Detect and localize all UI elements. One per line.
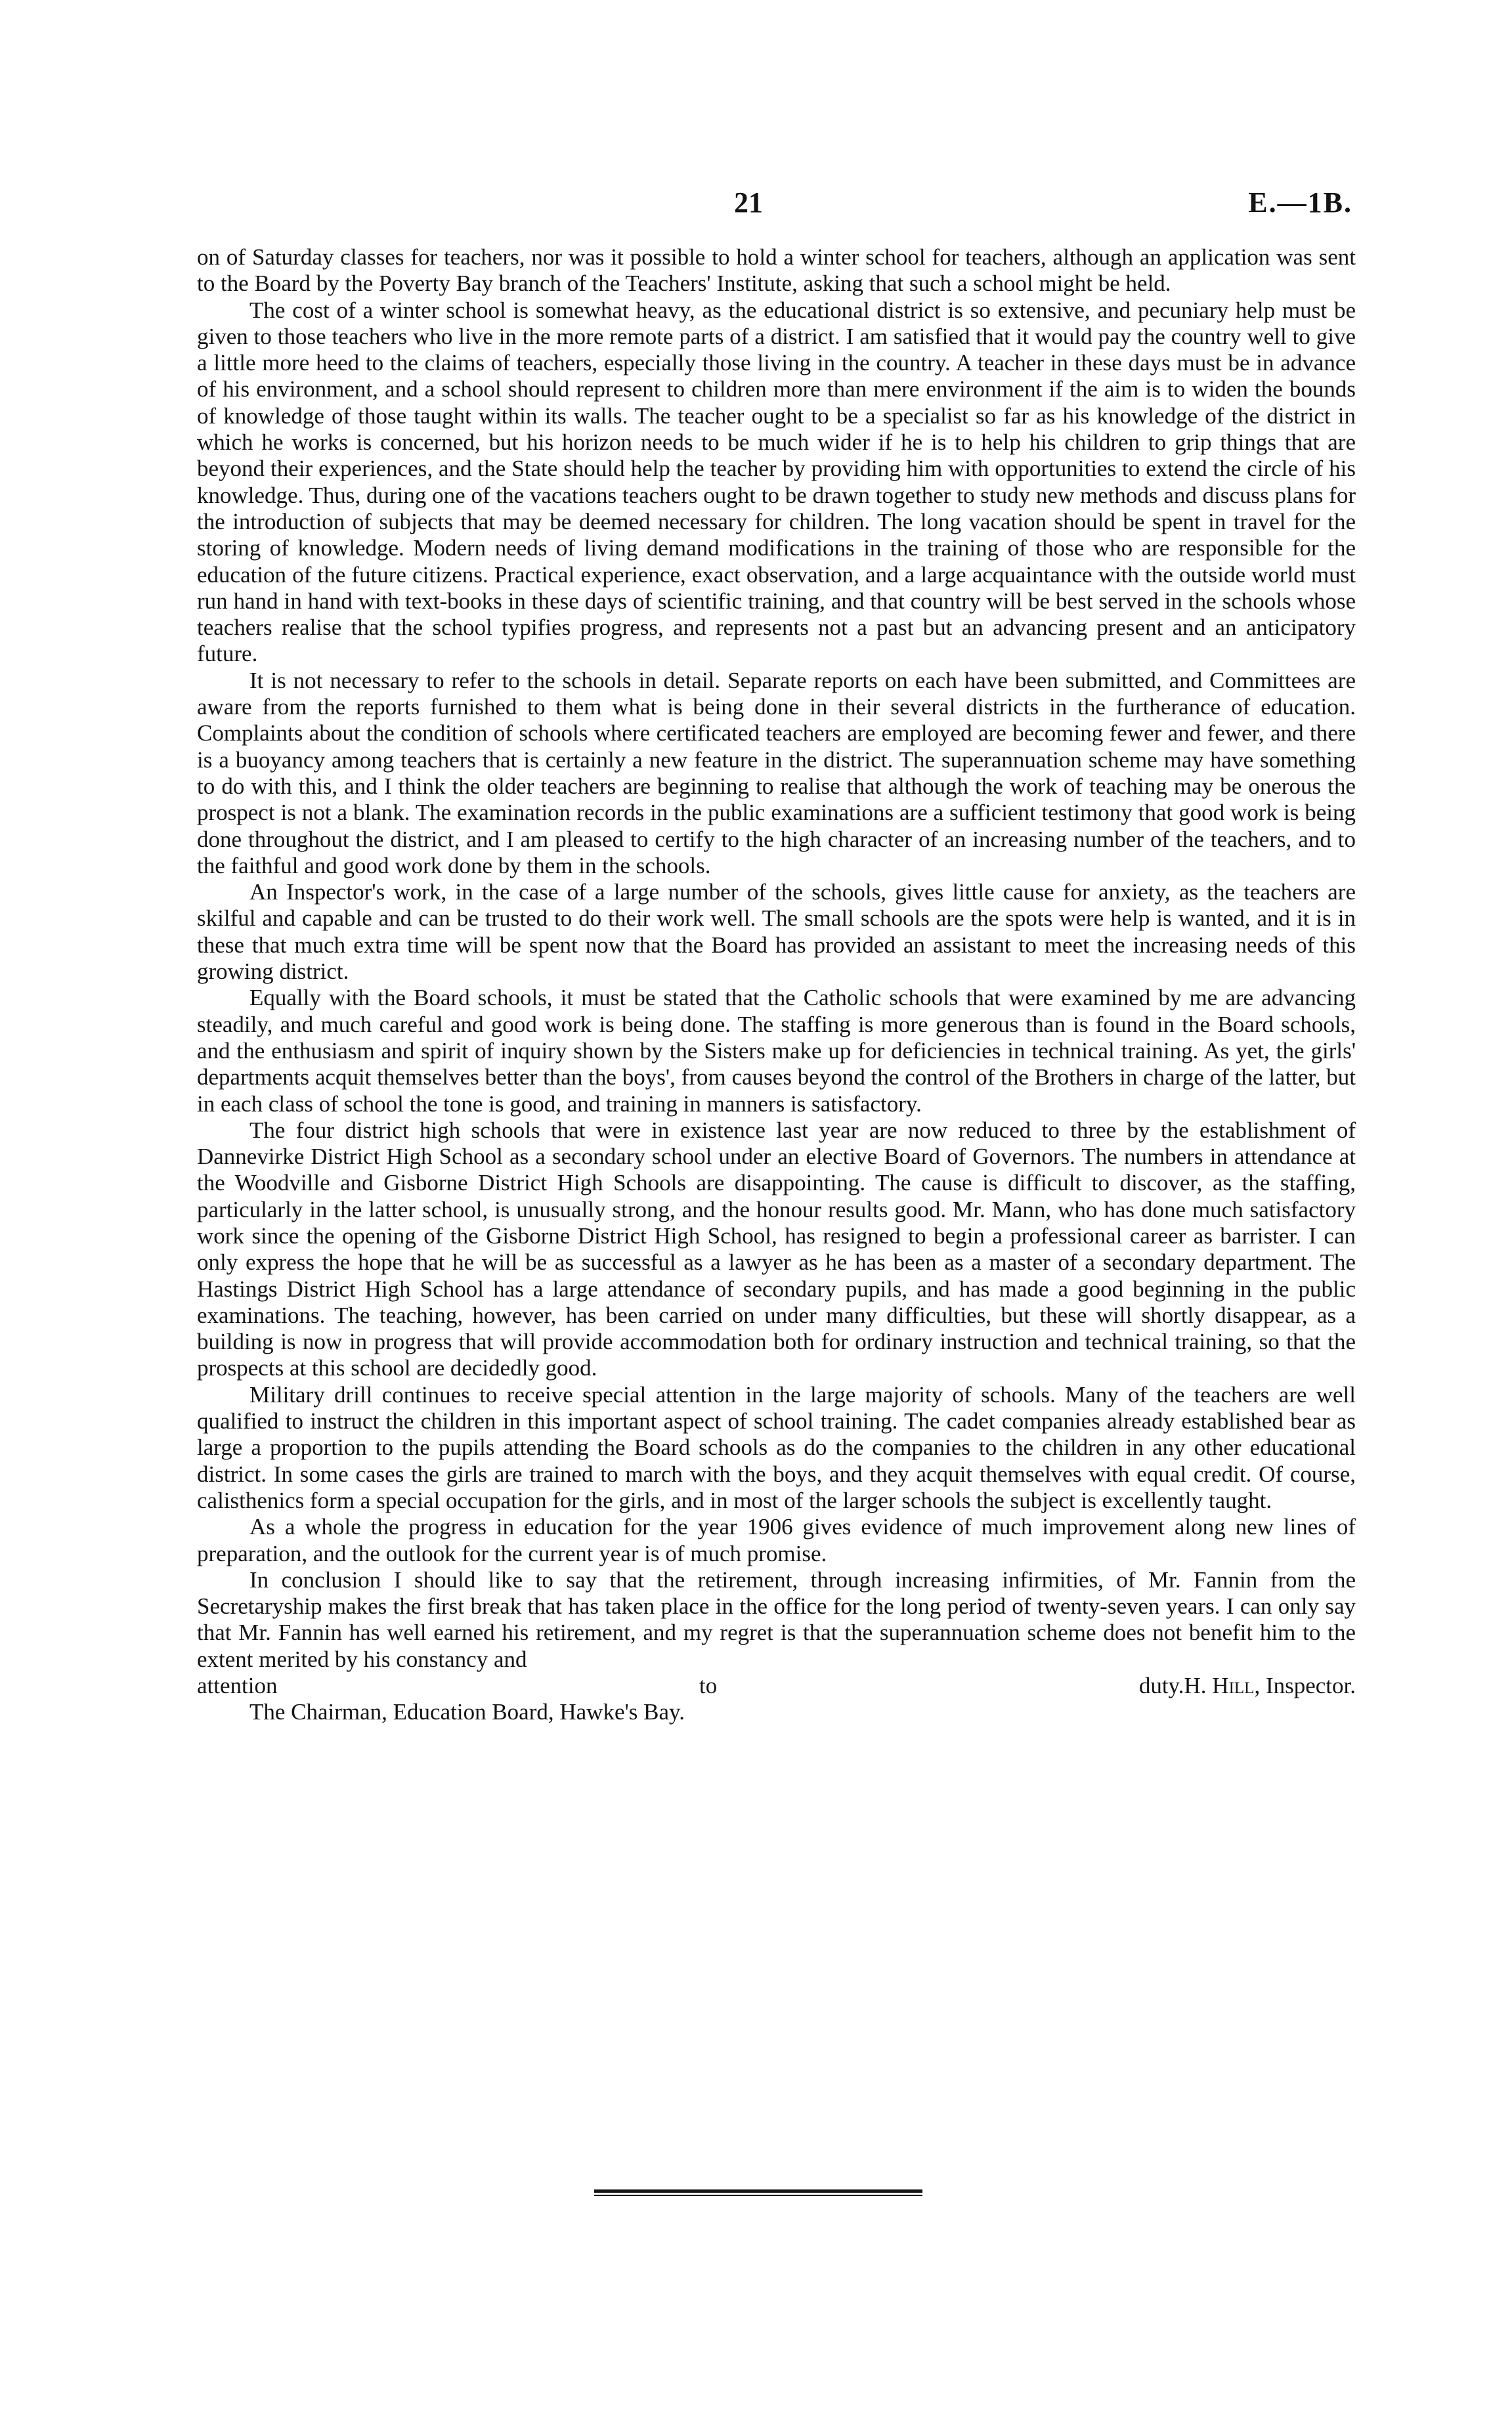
page-number: 21 bbox=[734, 186, 763, 219]
paragraph-inspector-work: An Inspector's work, in the case of a large number of the schools, gives little cause for anxiety, as the teachers are skilful and capable and can be trusted to do their work well. The small schools are the spots were help is wanted, and it is in these that much extra time will be spent now that the Board has provided an assistant to meet the increasing needs of this growing district. bbox=[197, 879, 1356, 985]
paragraph-military-drill: Military drill continues to receive special attention in the large majority of schools. Many of the teachers are well qualified to instruct the children in this important aspect of school training. The cadet companies already established bear as large a proportion to the pupils attending the Board schools as do the companies to the children in any other educational district. In some cases the girls are trained to march with the boys, and they acquit themselves with equal credit. Of course, calisthenics form a special occupation for the girls, and in most of the larger schools the subject is excellently taught. bbox=[197, 1381, 1356, 1513]
paragraph-district-high-schools: The four district high schools that were in existence last year are now reduced to three by the establishment of Dannevirke District High School as a secondary school under an elective Board of Governors. The numbers in attendance at the Woodville and Gisborne District High Schools are disappointing. The cause is difficult to discover, as the staffing, particularly in the latter school, is unusually strong, and the honour results good. Mr. Mann, who has done much satisfactory work since the opening of the Gisborne District High School, has resigned to begin a professional career as barrister. I can only express the hope that he will be as successful as a lawyer as he has been as a master of a secondary department. The Hastings District High School has a large attendance of secondary pupils, and has made a good beginning in the public examinations. The teaching, however, has been carried on under many difficulties, but these will shortly disappear, as a building is now in progress that will provide accommodation both for ordinary instruction and technical training, so that the prospects at this school are decidedly good. bbox=[197, 1117, 1356, 1381]
signature bbox=[1184, 1673, 1356, 1699]
addressee: The Chairman, Education Board, Hawke's Bay. bbox=[249, 1699, 685, 1725]
paragraph-continuation: on of Saturday classes for teachers, nor was it possible to hold a winter school for teachers, although an application was sent to the Board by the Poverty Bay branch of the Teachers' Institute, asking that such a school might be held. bbox=[197, 244, 1356, 297]
series-reference: E.—1B. bbox=[1248, 186, 1352, 219]
signature-line bbox=[197, 1673, 1356, 1699]
paragraph-schools: It is not necessary to refer to the schools in detail. Separate reports on each have been submitted, and Committees are aware from the reports furnished to them what is being done in their several districts in the furtherance of education. Complaints about the condition of schools where certificated teachers are employed are becoming fewer and fewer, and there is a buoyancy among teachers that is certainly a new feature in the district. The superannuation scheme may have something to do with this, and I think the older teachers are beginning to realise that although the work of teaching may be onerous the prospect is not a blank. The examination records in the public examinations are a sufficient testimony that good work is being done throughout the district, and I am pleased to certify to the high character of an increasing number of the teachers, and to the faithful and good work done by them in the schools. bbox=[197, 667, 1356, 878]
signature-name: H. Hill, bbox=[1184, 1673, 1261, 1699]
paragraph-winter-school: The cost of a winter school is somewhat heavy, as the educational district is so extensive, and pecuniary help must be given to those teachers who live in the more remote parts of a district. I am satisfied that it would pay the country well to give a little more heed to the claims of teachers, especially those living in the country. A teacher in these days must be in advance of his environment, and a school should represent to children more than mere environment if the aim is to widen the bounds of knowledge of those taught within its walls. The teacher ought to be a specialist so far as his knowledge of the district in which he works is concerned, but his horizon needs to be much wider if he is to help his children to grip things that are beyond their experiences, and the State should help the teacher by providing him with opportunities to extend the circle of his knowledge. Thus, during one of the vacations teachers ought to be drawn together to study new methods and discuss plans for the introduction of subjects that may be deemed necessary for children. The long vacation should be spent in travel for the storing of knowledge. Modern needs of living demand modifications in the training of those who are responsible for the education of the future citizens. Practical experience, exact observation, and a large acquaintance with the outside world must run hand in hand with text-books in these days of scientific training, and that country will be best served in the schools whose teachers realise that the school typifies progress, and represents not a past but an advancing present and an anticipatory future. bbox=[197, 297, 1356, 667]
paragraph-progress: As a whole the progress in education for the year 1906 gives evidence of much improvement along new lines of preparation, and the outlook for the current year is of much promise. bbox=[197, 1514, 1356, 1566]
report-body bbox=[197, 244, 1356, 1726]
closing-words: attention to duty. bbox=[197, 1673, 1184, 1699]
paragraph-catholic-schools: Equally with the Board schools, it must be stated that the Catholic schools that were examined by me are advancing steadily, and much careful and good work is being done. The staffing is more generous than is found in the Board schools, and the enthusiasm and spirit of inquiry shown by the Sisters make up for deficiencies in technical training. As yet, the girls' departments acquit themselves better than the boys', from causes beyond the control of the Brothers in charge of the latter, but in each class of school the tone is good, and training in manners is satisfactory. bbox=[197, 985, 1356, 1117]
signature-title: Inspector. bbox=[1265, 1673, 1356, 1699]
end-rule bbox=[594, 2189, 922, 2193]
paragraph-conclusion: In conclusion I should like to say that the retirement, through increasing infirmities, of Mr. Fannin from the Secretaryship makes the first break that has taken place in the office for the long period of twenty-seven years. I can only say that Mr. Fannin has well earned his retirement, and my regret is that the superannuation scheme does not benefit him to the extent merited by his constancy and bbox=[197, 1566, 1356, 1672]
